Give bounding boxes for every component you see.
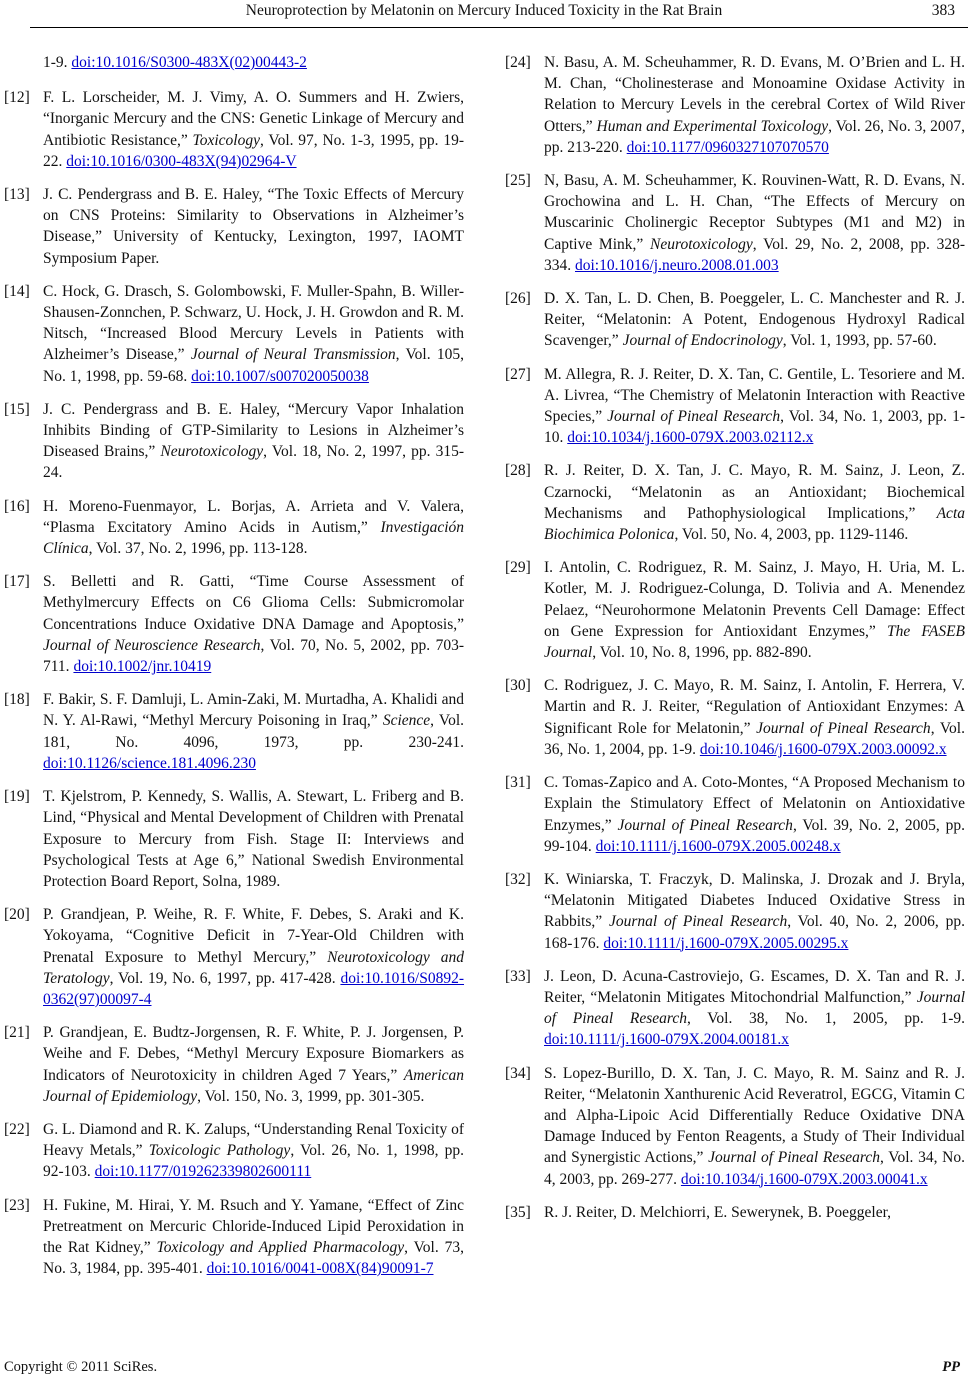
- reference-details: , Vol. 181, No. 4096, 1973, pp. 230-241.: [43, 712, 465, 751]
- reference-text: P. Grandjean, P. Weihe, R. F. White, F. Debes, S. Araki and K. Yokoyama, “Cognitive Deficit in 7-Year-Old Children with Prenatal Exposure to Methyl Mercury,”: [43, 906, 464, 966]
- reference-details: , Vol. 105, No. 1, 1998, pp. 59-68.: [43, 346, 464, 385]
- doi-link[interactable]: doi:10.1177/0960327107070570: [626, 138, 829, 156]
- reference-number: [15]: [4, 400, 30, 418]
- reference-source: Human and Experimental Toxicology: [596, 117, 829, 135]
- reference-text: S. Belletti and R. Gatti, “Time Course Assessment of Methylmercury Effects on C6 Glioma Cells: Submicromolar Concentrations Induce Oxidative DNA Damage and Apoptosis,”: [43, 573, 464, 633]
- reference-details: , Vol. 29, No. 2, 2008, pp. 328-334.: [544, 235, 966, 274]
- reference-source: Journal of Pineal Research: [617, 816, 793, 834]
- reference-r26: [505, 288, 965, 352]
- reference-text: N. Basu, A. M. Scheuhammer, R. D. Evans, M. O’Brien and L. H. M. Chan, “Cholinesterase and Monoamine Oxidase Activity in Relation to Mercury Levels in the cerebral Cortex of Wild River Otters,”: [544, 54, 965, 135]
- doi-link[interactable]: doi:10.1111/j.1600-079X.2005.00248.x: [595, 837, 841, 855]
- reference-r21: [4, 1022, 464, 1107]
- reference-number: [24]: [505, 54, 531, 71]
- reference-source: Journal of Pineal Research: [607, 408, 781, 426]
- reference-r13: [4, 184, 464, 269]
- reference-text: K. Winiarska, T. Fraczyk, D. Malinska, J. Drozak and J. Bryla, “Melatonin Mitigated Diabetes Induced Oxidative Stress in Rabbits,”: [544, 870, 965, 931]
- reference-text: I. Antolin, C. Rodriguez, R. M. Sainz, J. Mayo, H. Uria, M. L. Kotler, M. J. Rodriguez-Colunga, D. Tolivia and A. Menendez Pelaez, “Neurohormone Melatonin Prevents Cell Damage: Effect on Gene Expression for Antioxidant Enzymes,”: [544, 559, 965, 640]
- reference-source: Journal of Neuroscience Research: [43, 636, 261, 654]
- reference-details: , Vol. 97, No. 1-3, 1995, pp. 19-22.: [43, 131, 464, 170]
- reference-number: [32]: [505, 870, 531, 888]
- reference-r22: [4, 1119, 464, 1183]
- reference-text: F. L. Lorscheider, M. J. Vimy, A. O. Summers and H. Zwiers, “Inorganic Mercury and the CNS: Genetic Linkage of Mercury and Antibiotic Resistance,”: [43, 89, 464, 149]
- doi-link[interactable]: doi:10.1016/0041-008X(84)90091-7: [206, 1260, 434, 1278]
- reference-number: [14]: [4, 282, 30, 300]
- reference-r17: [4, 571, 464, 677]
- reference-number: [26]: [505, 290, 531, 308]
- reference-source: American Journal of Epidemiology: [43, 1066, 465, 1105]
- reference-number: [16]: [4, 497, 30, 515]
- reference-number: [21]: [4, 1024, 30, 1042]
- page-number: 383: [931, 2, 955, 19]
- reference-r28: [505, 460, 965, 545]
- reference-number: [30]: [505, 677, 531, 695]
- doi-link[interactable]: doi:10.1016/S0892-0362(97)00097-4: [43, 969, 465, 1008]
- reference-r33: [505, 966, 965, 1051]
- journal-abbrev: PP: [942, 1359, 960, 1375]
- reference-source: Journal of Endocrinology: [622, 332, 783, 350]
- doi-link[interactable]: doi:10.1126/science.181.4096.230: [43, 754, 256, 772]
- reference-text: T. Kjelstrom, P. Kennedy, S. Wallis, A. Stewart, L. Friberg and B. Lind, “Physical and Mental Development of Children with Prenatal Exposure to Mercury from Fish. Stage II: Interviews and Psychological Tests at Age 6,” National Swedish Environmental Protection Board Report, Solna, 1989.: [43, 788, 464, 890]
- reference-r15: [4, 399, 464, 484]
- reference-text: N, Basu, A. M. Scheuhammer, K. Rouvinen-Watt, R. D. Evans, N. Grochowina and L. H. Chan, “The Effects of Mercury on Muscarinic Cholinergic Receptor Subtypes (M1 and M2) in Captive Mink,”: [544, 172, 965, 253]
- reference-r35: [505, 1202, 965, 1223]
- running-title: Neuroprotection by Melatonin on Mercury Induced Toxicity in the Rat Brain: [245, 2, 723, 19]
- reference-number: [34]: [505, 1064, 531, 1082]
- reference-cont: [4, 52, 464, 73]
- reference-text: J. C. Pendergrass and B. E. Haley, “The Toxic Effects of Mercury on CNS Proteins: Similarity to Observations in Alzheimer’s Disease,” University of Kentucky, Lexington, 1997, IAOMT Symposium Paper.: [43, 186, 464, 267]
- reference-text: S. Lopez-Burillo, D. X. Tan, J. C. Mayo, R. M. Sainz and R. J. Reiter, “Melatonin Xanthurenic Acid Reveratrol, EGCG, Vitamin C and Alpha-Lipoic Acid Differentially Reduce Oxidative DNA Damage Induced by Fenton Reagents, a Study of Their Individual and Synergistic Actions,”: [544, 1064, 965, 1167]
- reference-number: [18]: [4, 691, 30, 709]
- copyright-notice: Copyright © 2011 SciRes.: [4, 1359, 158, 1375]
- reference-details: , Vol. 39, No. 2, 2005, pp. 99-104.: [544, 816, 965, 855]
- reference-details: , Vol. 38, No. 1, 2005, pp. 1-9.: [686, 1010, 965, 1028]
- reference-number: [31]: [505, 774, 531, 792]
- reference-source: Journal of Pineal Research: [608, 913, 788, 931]
- reference-text: 1-9.: [43, 54, 68, 71]
- reference-text: P. Grandjean, E. Budtz-Jorgensen, R. F. White, P. J. Jorgensen, P. Weihe and F. Debes, “Methyl Mercury Exposure Biomarkers as Indicators of Neurotoxicity in children Aged 7 Years,”: [43, 1024, 464, 1084]
- reference-source: The FASEB Journal: [544, 622, 965, 662]
- doi-link[interactable]: doi:10.1111/j.1600-079X.2005.00295.x: [603, 934, 849, 952]
- reference-r16: [4, 496, 464, 560]
- reference-r32: [505, 869, 965, 954]
- reference-details: , Vol. 150, No. 3, 1999, pp. 301-305.: [197, 1087, 425, 1105]
- reference-source: Journal of Pineal Research: [756, 719, 931, 737]
- reference-details: , Vol. 19, No. 6, 1997, pp. 417-428.: [109, 969, 336, 987]
- reference-number: [17]: [4, 573, 30, 591]
- reference-text: G. L. Diamond and R. K. Zalups, “Understanding Renal Toxicity of Heavy Metals,”: [43, 1120, 464, 1160]
- reference-text: F. Bakir, S. F. Damluji, L. Amin-Zaki, M. Murtadha, A. Khalidi and N. Y. Al-Rawi, “Methyl Mercury Poisoning in Iraq,”: [43, 691, 464, 730]
- reference-source: Science: [382, 712, 431, 730]
- reference-number: [19]: [4, 788, 30, 806]
- doi-link[interactable]: doi:10.1111/j.1600-079X.2004.00181.x: [544, 1031, 789, 1049]
- doi-link[interactable]: doi:10.1016/0300-483X(94)02964-V: [66, 152, 297, 170]
- reference-number: [23]: [4, 1196, 30, 1214]
- reference-text: C. Rodriguez, J. C. Mayo, R. M. Sainz, I. Antolin, F. Herrera, V. Martin and R. J. Reiter, “Regulation of Antioxidant Enzymes: A Significant Role for Melatonin,”: [544, 677, 965, 737]
- reference-source: Neurotoxicology and Teratology: [43, 948, 465, 987]
- reference-text: R. J. Reiter, D. X. Tan, J. C. Mayo, R. M. Sainz, J. Leon, Z. Czarnocki, “Melatonin as an Antioxidant; Biochemical Mechanisms and Pathophysiological Implications,”: [544, 462, 965, 522]
- reference-source: Journal of Pineal Research: [708, 1149, 880, 1167]
- reference-text: H. Moreno-Fuenmayor, L. Borjas, A. Arrieta and V. Valera, “Plasma Excitatory Amino Acids in Autism,”: [43, 497, 464, 536]
- reference-text: C. Hock, G. Drasch, S. Golombowski, F. Muller-Spahn, B. Willer-Shausen-Zonnchen, P. Schwarz, U. Hock, J. H. Growdon and R. M. Nitsch, “Increased Blood Mercury Levels in Patients with Alzheimer’s Disease,”: [43, 282, 464, 364]
- reference-r27: [505, 364, 965, 449]
- reference-number: [12]: [4, 89, 30, 107]
- reference-source: Journal of Pineal Research: [544, 988, 965, 1028]
- reference-text: M. Allegra, R. J. Reiter, D. X. Tan, C. Gentile, L. Tesoriere and M. A. Livrea, “The Chemistry of Melatonin Interaction with Reactive Species,”: [544, 365, 965, 426]
- reference-details: , Vol. 70, No. 5, 2002, pp. 703-711.: [43, 636, 464, 676]
- reference-r14: [4, 281, 464, 387]
- reference-source: Toxicology and Applied Pharmacology: [156, 1238, 405, 1256]
- reference-source: Toxicologic Pathology: [148, 1142, 291, 1160]
- reference-number: [29]: [505, 559, 531, 577]
- reference-r18: [4, 689, 464, 774]
- reference-text: J. Leon, D. Acuna-Castroviejo, G. Escames, D. X. Tan and R. J. Reiter, “Melatonin Mitigates Mitochondrial Malfunction,”: [544, 967, 965, 1006]
- doi-link[interactable]: doi:10.1034/j.1600-079X.2003.02112.x: [567, 429, 814, 447]
- reference-r34: [505, 1063, 965, 1190]
- reference-number: [35]: [505, 1203, 531, 1221]
- reference-source: Neurotoxicology: [160, 443, 264, 461]
- doi-link[interactable]: doi:10.1034/j.1600-079X.2003.00041.x: [680, 1170, 928, 1188]
- reference-source: Acta Biochimica Polonica: [544, 504, 965, 544]
- reference-r20: [4, 904, 464, 1010]
- reference-number: [22]: [4, 1120, 30, 1138]
- reference-details: , Vol. 50, No. 4, 2003, pp. 1129-1146.: [674, 526, 909, 544]
- reference-number: [27]: [505, 365, 531, 383]
- reference-details: , Vol. 10, No. 8, 1996, pp. 882-890.: [592, 644, 812, 662]
- doi-link[interactable]: doi:10.1007/s007020050038: [191, 367, 369, 385]
- reference-number: [25]: [505, 172, 531, 190]
- reference-details: , Vol. 73, No. 3, 1984, pp. 395-401.: [43, 1238, 465, 1278]
- reference-text: H. Fukine, M. Hirai, Y. M. Rsuch and Y. Yamane, “Effect of Zinc Pretreatment on Mercuric Chloride-Induced Lipid Peroxidation in the Rat Kidney,”: [43, 1196, 464, 1256]
- reference-number: [20]: [4, 906, 30, 924]
- reference-source: Investigación Clínica: [43, 518, 465, 558]
- reference-r12: [4, 87, 464, 172]
- reference-details: , Vol. 18, No. 2, 1997, pp. 315-24.: [43, 443, 465, 482]
- reference-details: , Vol. 26, No. 1, 1998, pp. 92-103.: [43, 1142, 465, 1181]
- reference-text: C. Tomas-Zapico and A. Coto-Montes, “A Proposed Mechanism to Explain the Stimulatory Effect of Melatonin on Antioxidative Enzymes,”: [544, 774, 965, 834]
- doi-link[interactable]: doi:10.1016/j.neuro.2008.01.003: [575, 256, 779, 274]
- reference-details: , Vol. 34, No. 4, 2003, pp. 269-277.: [544, 1149, 965, 1188]
- reference-details: , Vol. 1, 1993, pp. 57-60.: [782, 332, 937, 350]
- doi-link[interactable]: doi:10.1002/jnr.10419: [73, 658, 212, 676]
- reference-text: J. C. Pendergrass and B. E. Haley, “Mercury Vapor Inhalation Inhibits Binding of GTP-Similarity to Lesions in Alzheimer’s Diseased Brains,”: [43, 400, 464, 461]
- reference-r23: [4, 1195, 464, 1280]
- doi-link[interactable]: doi:10.1046/j.1600-079X.2003.00092.x: [699, 740, 947, 758]
- reference-r31: [505, 772, 965, 857]
- reference-source: Toxicology: [192, 131, 260, 149]
- reference-r29: [505, 557, 965, 663]
- reference-number: [33]: [505, 967, 531, 985]
- reference-number: [28]: [505, 462, 531, 480]
- reference-column-right: [505, 52, 965, 1235]
- reference-text: R. J. Reiter, D. Melchiorri, E. Sewerynek, B. Poeggeler,: [544, 1203, 892, 1221]
- reference-details: , Vol. 37, No. 2, 1996, pp. 113-128.: [88, 540, 308, 558]
- reference-details: , Vol. 40, No. 2, 2006, pp. 168-176.: [544, 913, 965, 952]
- reference-r25: [505, 170, 965, 276]
- doi-link[interactable]: doi:10.1016/S0300-483X(02)00443-2: [71, 54, 307, 71]
- doi-link[interactable]: doi:10.1177/019262339802600111: [94, 1163, 312, 1181]
- reference-text: D. X. Tan, L. D. Chen, B. Poeggeler, L. C. Manchester and R. J. Reiter, “Melatonin: A Potent, Endogenous Hydroxyl Radical Scavenger,”: [544, 290, 965, 350]
- reference-source: Neurotoxicology: [650, 235, 753, 253]
- reference-number: [13]: [4, 186, 30, 204]
- reference-details: , Vol. 34, No. 1, 2003, pp. 1-10.: [544, 408, 965, 447]
- reference-column-left: [4, 52, 464, 1291]
- reference-source: Journal of Neural Transmission: [190, 346, 396, 364]
- header-rule: [30, 27, 968, 28]
- reference-r24: [505, 52, 965, 158]
- reference-r19: [4, 786, 464, 892]
- running-header: [0, 2, 968, 26]
- reference-r30: [505, 675, 965, 760]
- reference-details: , Vol. 36, No. 1, 2004, pp. 1-9.: [544, 719, 965, 758]
- reference-details: , Vol. 26, No. 3, 2007, pp. 213-220.: [544, 117, 966, 156]
